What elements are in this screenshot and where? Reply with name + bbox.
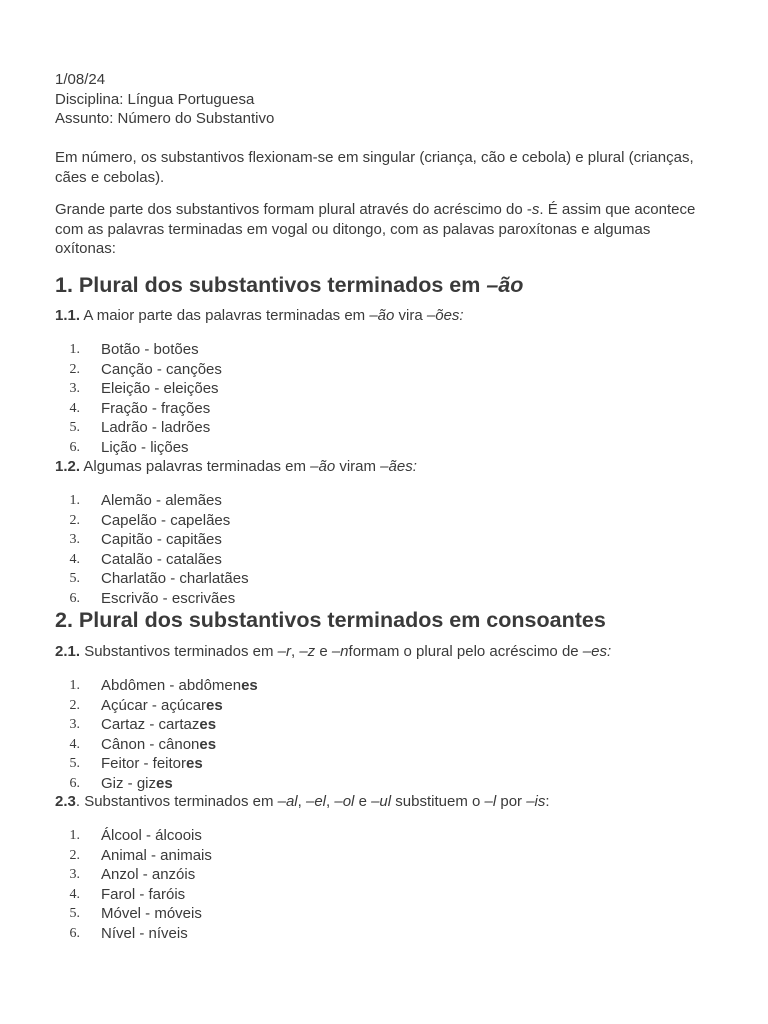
rule-1-1-text-c: vira bbox=[394, 307, 427, 324]
rule-2-3-ending-el: –el bbox=[306, 793, 327, 810]
rule-1-1-text-a: A maior parte das palavras terminadas em bbox=[80, 307, 370, 324]
list-item-number: 5. bbox=[69, 906, 80, 921]
list-item-number: 2. bbox=[69, 512, 80, 528]
list-item-number: 6. bbox=[69, 775, 80, 791]
intro-paragraph-2 bbox=[55, 200, 705, 259]
list-item-number: 4. bbox=[69, 736, 80, 752]
list-item-text: Lição - lições bbox=[101, 438, 189, 456]
rule-2-3-number: 2.3 bbox=[55, 793, 76, 810]
list-item-number: 6. bbox=[69, 925, 80, 941]
list-item-text: Fração - frações bbox=[101, 399, 211, 417]
list-item-word: Açúcar - açúcar bbox=[101, 696, 207, 714]
document-header bbox=[55, 70, 274, 129]
section-2-title: 2. Plural dos substantivos terminados em consoantes bbox=[55, 608, 606, 632]
date-line: 1/08/24 bbox=[55, 71, 106, 88]
list-item-text: Ladrão - ladrões bbox=[101, 419, 211, 436]
rule-2-3-ending-al: –al bbox=[277, 793, 298, 810]
rule-2-3-text-k: por bbox=[496, 793, 527, 810]
list-item-number: 3. bbox=[69, 532, 80, 547]
list-item-word: Cânon - cânon bbox=[101, 735, 200, 753]
list-item-text bbox=[101, 774, 173, 794]
rule-2-1-ending-r: –r bbox=[277, 643, 291, 660]
list-item-suffix: es bbox=[199, 735, 217, 753]
list-item-text: Alemão - alemães bbox=[101, 492, 222, 509]
list-item-suffix: es bbox=[199, 716, 217, 733]
list-item-number: 5. bbox=[69, 420, 80, 435]
rule-1-2-ending-a: –ão bbox=[310, 458, 336, 475]
rule-1-1-ending-b: –ões: bbox=[426, 307, 464, 324]
rule-2-3-ending-l: –l bbox=[484, 793, 497, 810]
list-item-text: Animal - animais bbox=[101, 846, 212, 864]
list-item-text: Farol - faróis bbox=[101, 885, 186, 903]
intro-p2-part-c: . É assim que acontece com as palavras terminadas em vogal ou ditongo, com as palavas paroxítonas e algumas oxítonas: bbox=[55, 201, 696, 257]
rule-2-1-sep-2: e bbox=[315, 643, 332, 660]
list-item-text: Canção - canções bbox=[101, 360, 222, 378]
rule-2-1-number: 2.1. bbox=[55, 643, 81, 660]
rule-2-3-text-i: substituem o bbox=[391, 793, 485, 810]
rule-2-1-text-a: Substantivos terminados em bbox=[80, 643, 278, 660]
list-item-suffix: es bbox=[186, 755, 203, 772]
rule-1-1-ending-a: –ão bbox=[369, 307, 395, 324]
list-item-number: 4. bbox=[69, 886, 80, 902]
list-item-number: 3. bbox=[69, 381, 80, 396]
list-item-number: 2. bbox=[69, 697, 80, 713]
rule-2-3-colon: : bbox=[545, 793, 550, 810]
rule-2-3-ending-is: –is bbox=[526, 793, 546, 810]
list-item-number: 6. bbox=[69, 590, 80, 606]
rule-2-1-ending-z: –z bbox=[299, 643, 316, 660]
list-item-number: 1. bbox=[69, 678, 80, 693]
rule-2-1-text-g: formam o plural pelo acréscimo de bbox=[348, 643, 583, 660]
intro-p2-part-a: Grande parte dos substantivos formam plural através do acréscimo do - bbox=[55, 201, 532, 218]
rule-1-1-number: 1.1. bbox=[55, 307, 81, 324]
subject-line: Assunto: Número do Substantivo bbox=[55, 110, 275, 127]
rule-2-3-sep-2: , bbox=[326, 793, 335, 810]
rule-2-3-sep-1: , bbox=[297, 793, 306, 810]
list-item-suffix: es bbox=[206, 696, 223, 714]
list-item-number: 4. bbox=[69, 400, 80, 416]
rule-1-2 bbox=[55, 457, 417, 477]
section-1-title-suffix: –ão bbox=[486, 273, 524, 297]
list-item-text: Catalão - catalães bbox=[101, 550, 222, 568]
rule-2-1 bbox=[55, 642, 611, 662]
rule-2-1-ending-n: –n bbox=[331, 643, 349, 660]
list-item-suffix: es bbox=[156, 774, 173, 792]
list-item-text: Álcool - álcoois bbox=[101, 827, 202, 844]
list-item-number: 1. bbox=[69, 828, 80, 843]
list-item-number: 1. bbox=[69, 493, 80, 508]
section-1-title bbox=[55, 272, 523, 298]
list-item-number: 2. bbox=[69, 847, 80, 863]
rule-1-2-text-c: viram bbox=[335, 458, 381, 475]
rule-2-1-sep-1: , bbox=[290, 643, 300, 660]
rule-2-3-sep-3: e bbox=[354, 793, 372, 810]
list-item-text bbox=[101, 754, 203, 774]
list-item-text: Eleição - eleições bbox=[101, 380, 219, 397]
list-item-text: Botão - botões bbox=[101, 341, 199, 358]
list-item-word: Feitor - feitor bbox=[101, 755, 187, 772]
list-item-text: Anzol - anzóis bbox=[101, 866, 196, 883]
rule-1-2-number: 1.2. bbox=[55, 458, 81, 475]
list-item-text bbox=[101, 715, 216, 735]
list-item-text: Capitão - capitães bbox=[101, 531, 222, 548]
list-item-number: 2. bbox=[69, 361, 80, 377]
list-item-number: 5. bbox=[69, 571, 80, 586]
rule-2-3-ending-ul: –ul bbox=[371, 793, 392, 810]
list-item-word: Abdômen - abdômen bbox=[101, 677, 242, 694]
list-item-text: Charlatão - charlatães bbox=[101, 570, 249, 587]
rule-2-3-ending-ol: –ol bbox=[334, 793, 355, 810]
list-item-text: Nível - níveis bbox=[101, 924, 188, 942]
section-1-title-text: 1. Plural dos substantivos terminados em bbox=[55, 273, 487, 297]
list-item-number: 3. bbox=[69, 867, 80, 882]
rule-2-3-text-a: . Substantivos terminados em bbox=[75, 793, 278, 810]
list-item-word: Giz - giz bbox=[101, 774, 157, 792]
rule-1-1 bbox=[55, 306, 464, 326]
list-item-number: 3. bbox=[69, 717, 80, 732]
list-item-number: 4. bbox=[69, 551, 80, 567]
list-item-text bbox=[101, 696, 223, 716]
list-item-suffix: es bbox=[241, 677, 258, 694]
rule-2-3 bbox=[55, 792, 550, 812]
list-item-text bbox=[101, 735, 216, 755]
rule-1-2-text-a: Algumas palavras terminadas em bbox=[80, 458, 311, 475]
list-item-number: 6. bbox=[69, 439, 80, 455]
list-item-text: Móvel - móveis bbox=[101, 905, 202, 922]
list-item-number: 5. bbox=[69, 756, 80, 771]
intro-paragraph-1: Em número, os substantivos flexionam-se em singular (criança, cão e cebola) e plural (crianças, cães e cebolas). bbox=[55, 149, 694, 186]
list-item-text bbox=[101, 676, 258, 696]
rule-1-2-ending-b: –ães: bbox=[380, 458, 417, 475]
discipline-line: Disciplina: Língua Portuguesa bbox=[55, 90, 255, 108]
rule-2-1-ending-es: –es: bbox=[582, 643, 612, 660]
list-item-text: Capelão - capelães bbox=[101, 511, 231, 529]
list-item-text: Escrivão - escrivães bbox=[101, 589, 236, 607]
list-item-word: Cartaz - cartaz bbox=[101, 716, 200, 733]
list-item-number: 1. bbox=[69, 342, 80, 357]
intro-p2-suffix: s bbox=[531, 201, 540, 218]
